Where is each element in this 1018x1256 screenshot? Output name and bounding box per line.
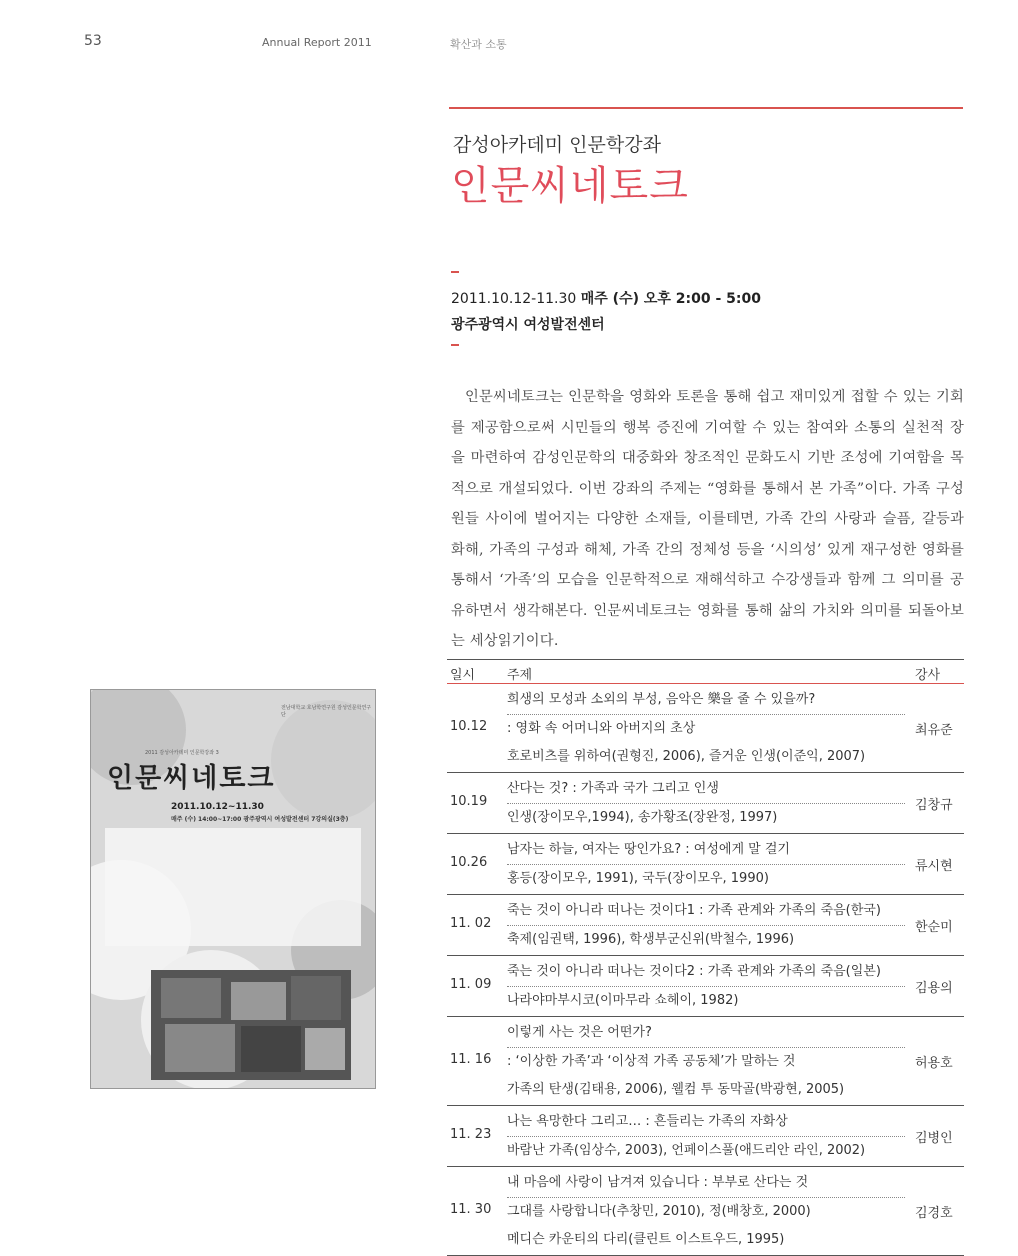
row-date: 11. 09	[450, 977, 492, 992]
table-row	[447, 1017, 964, 1106]
row-date: 11. 02	[450, 916, 492, 931]
row-topic-line: 가족의 탄생(김태용, 2006), 웰컴 투 동막골(박광현, 2005)	[507, 1082, 845, 1097]
row-topic-line: 홍등(장이모우, 1991), 국두(장이모우, 1990)	[507, 871, 769, 886]
row-topic-line: : ‘이상한 가족’과 ‘이상적 가족 공동체’가 말하는 것	[507, 1054, 796, 1069]
page-title: 인문씨네토크	[451, 163, 689, 209]
row-topic-line: 희생의 모성과 소외의 부성, 음악은 樂을 줄 수 있을까?	[507, 686, 905, 715]
poster-schedule: 매주 (수) 14:00~17:00 광주광역시 여성발전센터 7강의실(3층)	[171, 816, 349, 823]
row-date: 11. 23	[450, 1127, 492, 1142]
row-topic-line: 남자는 하늘, 여자는 땅인가요? : 여성에게 말 걸기	[507, 836, 905, 865]
poster-image	[90, 689, 376, 1089]
poster-org: 전남대학교 호남학연구원 감성인문학연구단	[281, 705, 372, 718]
event-time: 매주 (수) 오후 2:00 - 5:00	[580, 291, 761, 307]
row-date: 10.19	[450, 794, 488, 809]
row-lecturer: 한순미	[915, 920, 953, 935]
header-topic: 주제	[507, 668, 533, 683]
report-title: Annual Report 2011	[262, 36, 372, 49]
row-topic-line: 바람난 가족(임상수, 2003), 언페이스풀(애드리안 라인, 2002)	[507, 1143, 866, 1158]
table-header	[447, 659, 964, 684]
row-topic-line: 축제(임권택, 1996), 학생부군신위(박철수, 1996)	[507, 932, 795, 947]
row-lecturer: 류시현	[915, 859, 953, 874]
row-topic-line: : 영화 속 어머니와 아버지의 초상	[507, 721, 696, 736]
event-date-range: 2011.10.12-11.30	[451, 291, 577, 307]
intro-paragraph: 인문씨네토크는 인문학을 영화와 토론을 통해 쉽고 재미있게 접할 수 있는 기회를 제공함으로써 시민들의 행복 증진에 기여할 수 있는 참여와 소통의 실천적 장을 마련하여 감성인문학의 대중화와 창조적인 문화도시 기반 조성에 기여함을 목적으로 개설되었다. 이번 강좌의 주제는 “영화를 통해서 본 가족”이다. 가족 구성원들 사이에 벌어지는 다양한 소재들, 이를테면, 가족 간의 사랑과 슬픔, 갈등과 화해, 가족의 구성과 해체, 가족 간의 정체성 등을 ‘시의성’ 있게 재구성한 영화를 통해서 ‘가족’의 모습을 인문학적으로 재해석하고 수강생들과 함께 그 의미를 공유하면서 생각해본다. 인문씨네토크는 영화를 통해 삶의 가치와 의미를 되돌아보는 세상읽기이다.	[451, 389, 964, 649]
header-date: 일시	[450, 668, 476, 683]
row-date: 10.26	[450, 855, 488, 870]
table-row	[447, 895, 964, 956]
row-topic-line: 메디슨 카운티의 다리(클린트 이스트우드, 1995)	[507, 1232, 785, 1247]
row-topic-line: 나는 욕망한다 그리고… : 흔들리는 가족의 자화상	[507, 1108, 905, 1137]
row-topic-line: 나라야마부시코(이마무라 쇼헤이, 1982)	[507, 993, 739, 1008]
poster-background	[91, 690, 375, 1088]
page-number: 53	[84, 33, 102, 49]
row-lecturer: 김용의	[915, 981, 953, 996]
title-rule	[449, 107, 963, 109]
schedule-table	[447, 659, 964, 1256]
row-topic-line: 호로비츠를 위하여(권형진, 2006), 즐거운 인생(이준익, 2007)	[507, 749, 866, 764]
dash-top	[451, 271, 459, 273]
section-title: 확산과 소통	[450, 38, 507, 51]
event-date	[451, 288, 761, 308]
table-row	[447, 956, 964, 1017]
row-lecturer: 허용호	[915, 1056, 953, 1071]
table-row	[447, 773, 964, 834]
row-lecturer: 김병인	[915, 1131, 953, 1146]
table-row	[447, 1167, 964, 1256]
row-date: 11. 30	[450, 1202, 492, 1217]
poster-date: 2011.10.12~11.30	[171, 802, 264, 812]
row-topic-line: 그대를 사랑합니다(추창민, 2010), 정(배창호, 2000)	[507, 1204, 811, 1219]
row-topic-line: 이렇게 사는 것은 어떤가?	[507, 1019, 905, 1048]
row-date: 11. 16	[450, 1052, 492, 1067]
table-row	[447, 684, 964, 773]
row-topic-line: 죽는 것이 아니라 떠나는 것이다1 : 가족 관계와 가족의 죽음(한국)	[507, 897, 905, 926]
row-topic-line: 내 마음에 사랑이 남겨져 있습니다 : 부부로 산다는 것	[507, 1169, 905, 1198]
table-row	[447, 834, 964, 895]
event-place: 광주광역시 여성발전센터	[451, 317, 605, 333]
poster-title: 인문씨네토크	[107, 763, 276, 794]
row-lecturer: 김창규	[915, 798, 953, 813]
poster-series: 2011 감성아카데미 인문학강좌 3	[145, 750, 219, 756]
row-lecturer: 최유준	[915, 723, 953, 738]
row-topic-line: 인생(장이모우,1994), 송가황조(장완정, 1997)	[507, 810, 778, 825]
row-topic-line: 산다는 것? : 가족과 국가 그리고 인생	[507, 775, 905, 804]
dash-bottom	[451, 344, 459, 346]
header-lecturer: 강사	[915, 668, 941, 683]
row-date: 10.12	[450, 719, 488, 734]
subtitle: 감성아카데미 인문학강좌	[453, 134, 661, 156]
row-topic-line: 죽는 것이 아니라 떠나는 것이다2 : 가족 관계와 가족의 죽음(일본)	[507, 958, 905, 987]
table-row	[447, 1106, 964, 1167]
row-lecturer: 김경호	[915, 1206, 953, 1221]
